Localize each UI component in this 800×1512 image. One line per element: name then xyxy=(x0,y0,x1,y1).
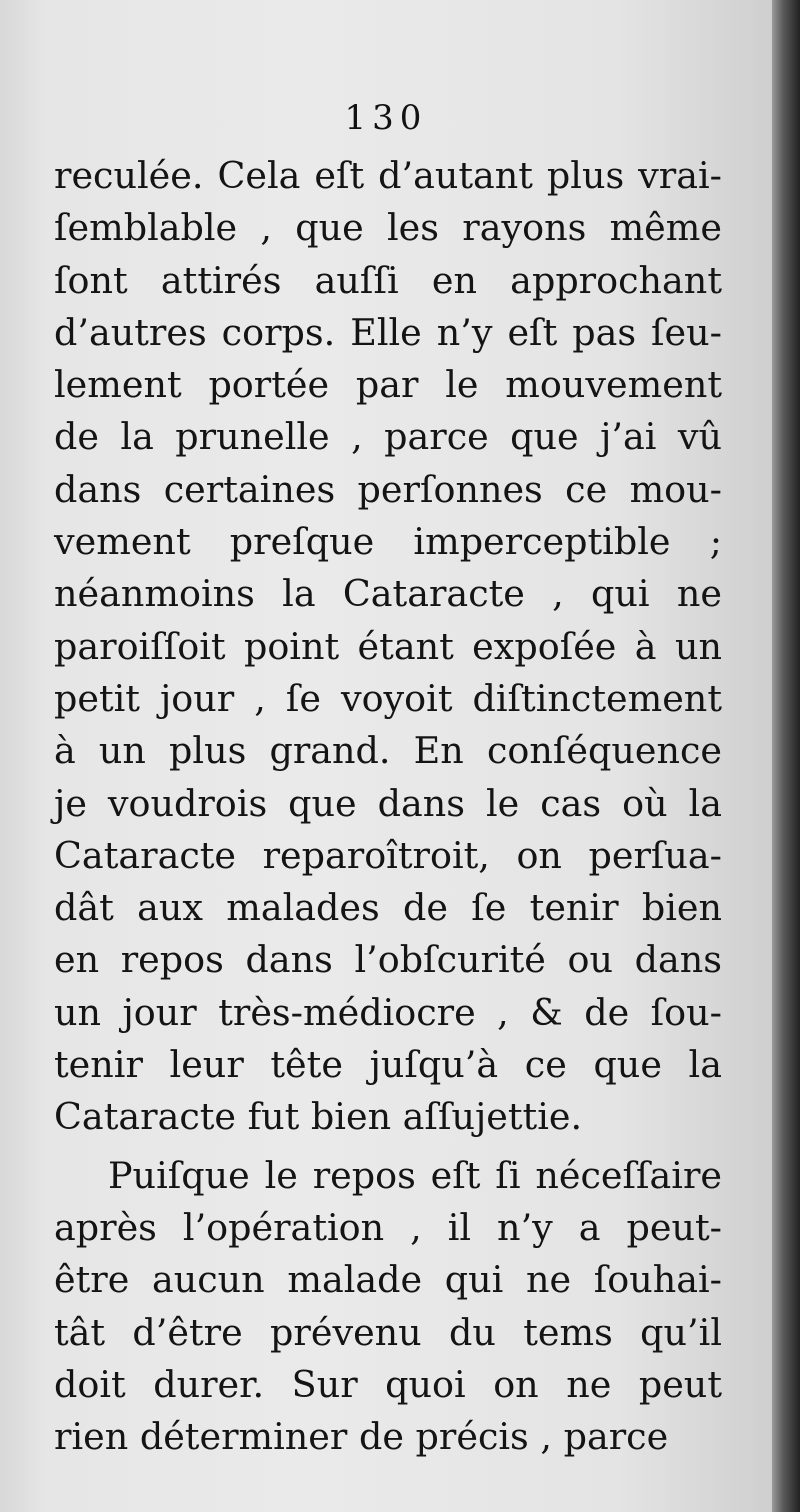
text-line: tât d’être prévenu du tems qu’il xyxy=(54,1310,722,1354)
text-line: rien déterminer de précis , parce xyxy=(54,1415,669,1459)
text-line: ſont attirés auſſi en approchant xyxy=(54,258,722,302)
text-line: d’autres corps. Elle n’y eſt pas ſeu- xyxy=(54,310,722,354)
text-line: après l’opération , il n’y a peut- xyxy=(54,1205,722,1249)
text-line: néanmoins la Cataracte , qui ne xyxy=(54,572,722,616)
text-line: paroiſſoit point étant expoſée à un xyxy=(54,624,722,668)
text-line: être aucun malade qui ne ſouhai- xyxy=(54,1258,722,1302)
text-line: à un plus grand. En conſéquence xyxy=(54,729,722,773)
text-line: en repos dans l’obſcurité ou dans xyxy=(54,938,722,982)
text-line: vement preſque imperceptible ; xyxy=(54,520,722,564)
paragraph xyxy=(54,1150,722,1464)
text-line: dans certaines perſonnes ce mou- xyxy=(54,467,722,511)
text-line: Cataracte fut bien aſſujettie. xyxy=(54,1095,583,1139)
text-line: lement portée par le mouvement xyxy=(54,363,722,407)
text-line: de la prunelle , parce que j’ai vû xyxy=(54,415,722,459)
text-line: un jour très-médiocre , & de ſou- xyxy=(54,990,722,1034)
page-text xyxy=(54,150,722,1463)
paragraph xyxy=(54,150,722,1144)
text-line: Puiſque le repos eſt ſi néceſſaire xyxy=(108,1153,722,1197)
text-line: tenir leur tête juſqu’à ce que la xyxy=(54,1043,722,1087)
text-line: petit jour , ſe voyoit diſtinctement xyxy=(54,676,722,720)
page-edge-shadow xyxy=(772,0,800,1512)
page-number: 130 xyxy=(344,98,428,138)
text-line: ſemblable , que les rayons même xyxy=(54,206,722,250)
text-line: reculée. Cela eſt d’autant plus vrai- xyxy=(54,154,722,197)
text-line: doit durer. Sur quoi on ne peut xyxy=(54,1362,722,1406)
text-line: je voudrois que dans le cas où la xyxy=(54,781,722,825)
text-line: dât aux malades de ſe tenir bien xyxy=(54,886,722,930)
text-line: Cataracte reparoîtroit, on perſua- xyxy=(54,833,722,877)
